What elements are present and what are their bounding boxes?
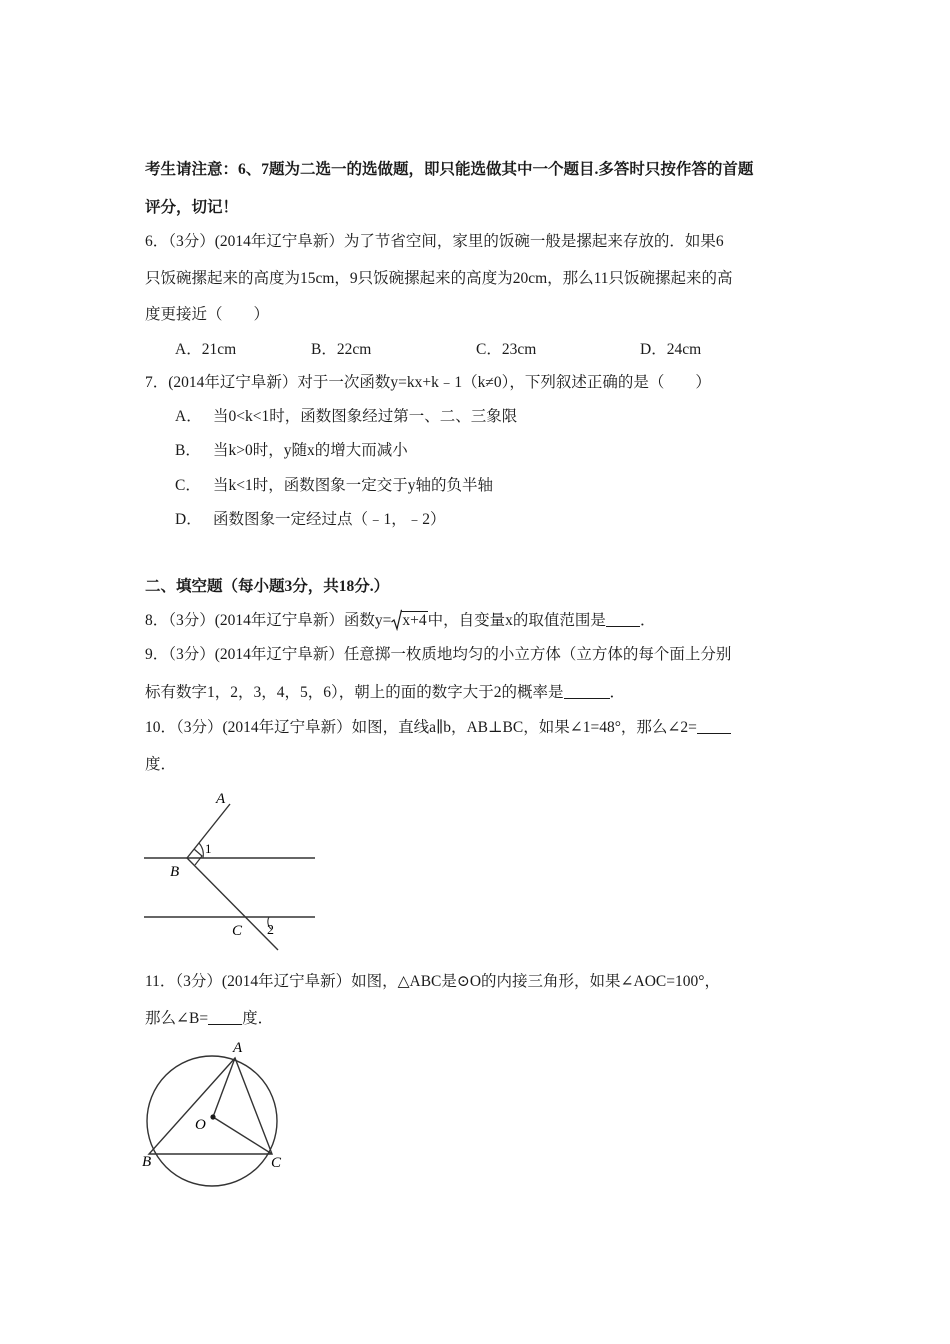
q11-text-end: 度． [242, 1010, 274, 1027]
q8-text-post: 中，自变量x的取值范围是 [427, 612, 606, 629]
segment-oa [213, 1058, 235, 1117]
q11-line-2 [145, 1009, 273, 1029]
q7-option-d-label: D． [175, 511, 202, 528]
q11-figure [138, 1037, 298, 1189]
q10-figure [140, 786, 325, 958]
label-angle-2: 2 [267, 923, 274, 938]
q7-option-c-label: C． [175, 477, 201, 494]
q7-option-d [175, 510, 446, 530]
right-angle-mark [194, 849, 202, 865]
label-a: A [233, 1040, 243, 1056]
q9-line-2 [145, 683, 625, 703]
q8-function-lhs: y= [374, 612, 392, 629]
label-b: B [142, 1154, 152, 1170]
label-b: B [170, 864, 180, 880]
q6-option-d: D．24cm [640, 341, 702, 358]
q6-line-3: 度更接近（ ） [145, 306, 270, 323]
center-point [210, 1114, 215, 1119]
q7-option-b-text: 当k>0时，y随x的增大而减小 [213, 442, 408, 459]
q7-option-a [175, 407, 517, 427]
q10-text-pre: 10．（3分）(2014年辽宁阜新）如图，直线a∥b，AB⊥BC，如果∠1=48°，那么∠2= [145, 719, 697, 736]
q10-line-1 [145, 718, 731, 738]
label-c: C [232, 923, 243, 939]
q7-option-b-label: B． [175, 442, 201, 459]
q9-answer-blank[interactable] [564, 683, 610, 699]
q11-line-1: 11．（3分）(2014年辽宁阜新）如图，△ABC是⊙O的内接三角形，如果∠AOC=100°， [145, 973, 720, 990]
q7-option-d-text: 函数图象一定经过点（﹣1，﹣2） [213, 511, 446, 528]
q8-sqrt [391, 611, 427, 631]
q7-option-a-label: A． [175, 408, 202, 425]
q11-answer-blank[interactable] [208, 1009, 242, 1025]
q7-option-a-text: 当0<k<1时，函数图象经过第一、二、三象限 [213, 408, 518, 425]
notice-line-1: 考生请注意：6、7题为二选一的选做题，即只能选做其中一个题目.多答时只按作答的首题 [145, 161, 754, 178]
q7-option-c [175, 476, 493, 496]
q9-line-1: 9．（3分）(2014年辽宁阜新）任意掷一枚质地均匀的小立方体（立方体的每个面上分别 [145, 646, 732, 663]
notice-line-2: 评分，切记！ [145, 199, 239, 216]
q8-line [145, 611, 655, 631]
label-a: A [216, 791, 226, 807]
circle-o [147, 1056, 277, 1186]
triangle-abc [149, 1058, 272, 1154]
q8-text-pre: 8．（3分）(2014年辽宁阜新）函数 [145, 612, 375, 629]
q9-text-end: ． [609, 684, 626, 701]
q6-option-b: B．22cm [311, 341, 372, 358]
q8-answer-blank[interactable] [606, 611, 640, 627]
sqrt-sign-icon [391, 609, 402, 631]
q10-line-2: 度． [145, 756, 177, 773]
q6-option-a: A．21cm [175, 341, 237, 358]
q10-answer-blank[interactable] [697, 718, 731, 734]
q6-line-1: 6．（3分）(2014年辽宁阜新）为了节省空间，家里的饭碗一般是摞起来存放的．如果6 [145, 233, 724, 250]
q7-option-b [175, 441, 408, 461]
q8-radicand: x+4 [402, 612, 427, 629]
label-angle-1: 1 [205, 841, 212, 856]
label-c: C [271, 1155, 282, 1171]
label-o: O [195, 1117, 206, 1133]
q7-option-c-text: 当k<1时，函数图象一定交于y轴的负半轴 [213, 477, 493, 494]
q7-line-1: 7．(2014年辽宁阜新）对于一次函数y=kx+k﹣1（k≠0），下列叙述正确的是（ ） [145, 374, 711, 391]
q11-text-pre: 那么∠B= [145, 1010, 209, 1027]
q6-option-c: C．23cm [476, 341, 537, 358]
segment-oc [213, 1117, 272, 1154]
q8-text-end: ． [639, 612, 656, 629]
q9-text-pre: 标有数字1，2，3，4，5，6），朝上的面的数字大于2的概率是 [145, 684, 564, 701]
q6-line-2: 只饭碗摞起来的高度为15cm，9只饭碗摞起来的高度为20cm，那么11只饭碗摞起来的高 [145, 270, 733, 287]
section-2-title: 二、填空题（每小题3分，共18分.） [145, 578, 390, 595]
